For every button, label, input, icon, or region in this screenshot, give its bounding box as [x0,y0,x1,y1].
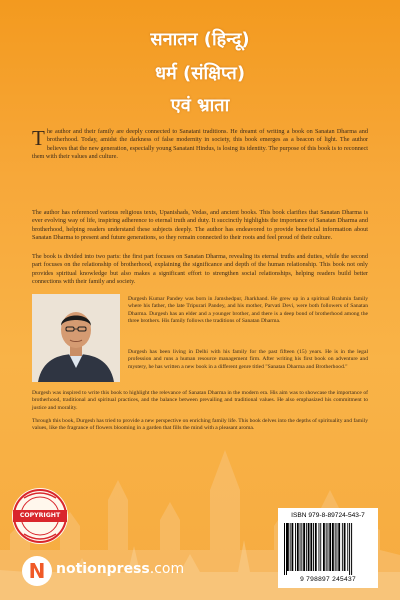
author-photo [32,294,120,382]
drop-cap: T [32,126,45,150]
description-paragraph-1-text: he author and their family are deeply connected to Sanatani traditions. He dreamt of writing a book on Sanatan Dharma and brotherhood. Today, amidst the darkness of false modernity in society, this book emerges as a beacon of light. The author believes that the new generation, especially young Sanatani Hindus, is losing its identity. The purpose of this book is to reconnect them with their values and culture. [32,128,368,160]
isbn-label: ISBN 979-8-89724-543-7 [291,512,365,519]
copyright-seal-text: COPYRIGHT [19,512,61,519]
author-bio-paragraph-1: Durgesh Kumar Pandey was born in Jamshedpur, Jharkhand. He grew up in a spiritual Brahmin family where his father, the late Tripurari Pandey, and his mother, Parvati Devi, were both followers of Sanatan Dharma. Durgesh has an elder and a younger brother, and there is a deep bond of brotherhood among the three brothers. His family follows the traditions of Sanatan Dharma. [128,296,368,325]
description-paragraph-3: The book is divided into two parts: the first part focuses on Sanatan Dharma, revealing its eternal truths and duties, while the second part focuses on the relationship of brotherhood, explaining the significance and depth of the human relationship. This book not only provides spiritual knowledge but also makes a significant effort to strengthen social relationships, helping readers build better connections with their family and society. [32,253,368,285]
barcode-bars [282,523,374,575]
author-bio-paragraph-2: Durgesh has been living in Delhi with his family for the past fifteen (15) years. He is in the legal profession and runs a human resource management firm. After writing his first book on adventure and mystery, he has written a new book in a different genre titled "Sanatan Dharma and Brotherhood." [128,349,368,370]
description-paragraph-1 [32,128,368,161]
isbn-barcode-block [278,508,378,588]
author-bio-paragraph-3: Durgesh was inspired to write this book to highlight the relevance of Sanatan Dharma in the modern era. His aim was to showcase the importance of brotherhood, traditional and spiritual practices, and the balance between prevailing and traditional values. He also emphasized his commitment to justice and morality. [32,390,368,411]
barcode-number: 9 798897 245437 [300,576,356,583]
book-title-line-3: एवं भ्राता [170,95,230,116]
publisher-logo [22,556,185,586]
publisher-name: notionpress [56,561,150,577]
notionpress-logo-icon: N [22,556,52,586]
book-title-line-2: धर्म (संक्षिप्त) [154,63,246,84]
copyright-protected-seal [10,486,70,546]
description-paragraph-2: The author has referenced various religious texts, Upanishads, Vedas, and ancient books. This book clarifies that Sanatan Dharma is ever evolving way of life, inspiring adherence to eternal truth and duty. It succinctly highlights the importance of Sanatan Dharma and brotherhood, helping readers understand these subjects deeply. The author has endeavored to provide beneficial information about Sanatan Dharma to present and future generations, so they remain connected to their roots and feel proud of their culture. [32,209,368,241]
author-bio-paragraph-4: Through this book, Durgesh has tried to provide a new perspective on enriching family life. This book delves into the depths of spirituality and family values, like the fragrance of flowers blooming in a garden that fills the mind with a pleasant aroma. [32,418,368,432]
publisher-domain-suffix: .com [149,561,185,577]
book-title-line-1: सनातन (हिन्दू) [150,29,250,50]
